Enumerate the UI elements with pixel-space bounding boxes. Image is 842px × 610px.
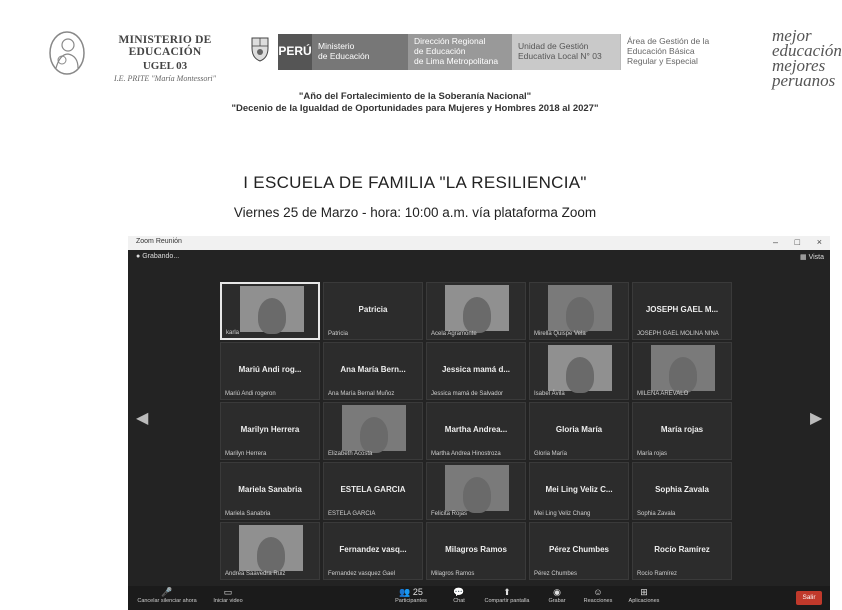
recording-indicator: ● Grabando...	[136, 253, 180, 260]
recording-label: Grabando...	[142, 253, 180, 260]
participant-display-name: Mariela Sanabria	[238, 485, 302, 494]
video-label: Iniciar video	[213, 598, 243, 604]
participant-face	[669, 357, 697, 393]
microphone-icon: 🎤	[161, 587, 173, 597]
maximize-button[interactable]: □	[794, 237, 800, 247]
participant-face	[566, 357, 594, 393]
minimize-button[interactable]: –	[772, 237, 778, 247]
participant-tile[interactable]	[529, 342, 629, 400]
participant-name-label: Isabel Ávila	[534, 391, 565, 397]
ugel-line3: I.E. PRITE "María Montessori"	[113, 74, 217, 83]
participant-tile[interactable]	[529, 462, 629, 520]
ugel-line1: MINISTERIO DE EDUCACIÓN	[118, 34, 212, 58]
participant-face	[257, 537, 285, 573]
chat-label: Chat	[453, 598, 465, 604]
area-label: Área de Gestión de la Educación Básica Regular y Especial	[620, 34, 726, 70]
minedu-label: Ministerio de Educación	[312, 34, 408, 70]
participant-display-name: JOSEPH GAEL M...	[645, 305, 719, 314]
participant-tile[interactable]	[426, 522, 526, 580]
participant-tile[interactable]	[632, 402, 732, 460]
ugel-logo-icon	[48, 30, 86, 76]
participant-display-name: Fernandez vasq...	[339, 545, 407, 554]
participant-tile[interactable]	[323, 462, 423, 520]
participant-display-name: ESTELA GARCIA	[340, 485, 406, 494]
ugel-name	[90, 34, 240, 83]
participant-name-label: Elizabeth Acosta	[328, 451, 373, 457]
participant-tile[interactable]	[632, 342, 732, 400]
participant-name-label: Acela Agramonte	[431, 331, 477, 337]
video-camera-icon: ▭	[223, 587, 233, 597]
participant-display-name: Ana María Bern...	[340, 365, 406, 374]
slogan-logo: mejor educación mejores peruanos	[772, 26, 842, 90]
participant-name-label: Marilyn Herrera	[225, 451, 267, 457]
reactions-button[interactable]	[578, 586, 618, 604]
participant-tile[interactable]	[323, 402, 423, 460]
participant-name-label: Gloria María	[534, 451, 568, 457]
participant-name-label: Patricia	[328, 331, 349, 337]
close-button[interactable]: ×	[816, 237, 822, 247]
participant-tile[interactable]	[220, 402, 320, 460]
participant-name-label: Andrea Saavedra Ruiz	[225, 571, 286, 577]
participant-display-name: Patricia	[358, 305, 388, 314]
participant-display-name: María rojas	[660, 425, 704, 434]
government-banner	[278, 34, 726, 70]
apps-icon: ⊞	[640, 587, 648, 597]
participant-tile[interactable]	[220, 522, 320, 580]
participant-tile[interactable]	[426, 462, 526, 520]
participant-tile[interactable]	[220, 342, 320, 400]
record-icon: ◉	[553, 587, 561, 597]
chat-button[interactable]	[444, 586, 474, 604]
participant-tile[interactable]	[529, 402, 629, 460]
audio-label: Cancelar silenciar ahora	[137, 598, 197, 604]
zoom-titlebar	[128, 236, 830, 250]
peru-coat-of-arms-icon	[248, 34, 272, 62]
reactions-label: Reacciones	[583, 598, 613, 604]
zoom-window-title: Zoom Reunión	[136, 238, 182, 245]
participant-face	[566, 297, 594, 333]
share-label: Compartir pantalla	[484, 598, 530, 604]
participant-tile[interactable]	[323, 522, 423, 580]
participants-button[interactable]	[386, 586, 436, 604]
share-screen-icon: ⬆	[503, 587, 511, 597]
participant-tile[interactable]	[529, 282, 629, 340]
reactions-icon: ☺	[593, 587, 603, 597]
participant-name-label: Mariela Sanabria	[225, 511, 271, 517]
ugel-label: Unidad de Gestión Educativa Local N° 03	[512, 34, 620, 70]
participant-name-label: Sophia Zavala	[637, 511, 676, 517]
year-line1: "Año del Fortalecimiento de la Soberanía Nacional"	[298, 91, 532, 102]
participant-grid	[220, 282, 735, 582]
record-label: Grabar	[548, 598, 566, 604]
apps-button[interactable]	[622, 586, 666, 604]
participant-name-label: karla	[226, 330, 240, 336]
event-subtitle: Viernes 25 de Marzo - hora: 10:00 a.m. vía plataforma Zoom	[233, 205, 597, 220]
participant-tile[interactable]	[323, 282, 423, 340]
chat-icon: 💬	[453, 587, 465, 597]
participant-name-label: JOSEPH GAEL MOLINA NINA	[637, 331, 719, 337]
year-line2: "Decenio de la Igualdad de Oportunidades para Mujeres y Hombres 2018 al 2027"	[231, 103, 599, 114]
participant-name-label: Jessica mamá de Salvador	[431, 391, 504, 397]
participant-name-label: Mariú Andi rogeron	[225, 391, 276, 397]
audio-button[interactable]	[132, 586, 202, 604]
participant-tile[interactable]	[323, 342, 423, 400]
participant-face	[258, 298, 286, 334]
participant-tile[interactable]	[426, 282, 526, 340]
dre-label: Dirección Regional de Educación de Lima Metropolitana	[408, 34, 512, 70]
participant-name-label: Fernandez vasquez Gael	[328, 571, 396, 577]
share-screen-button[interactable]	[478, 586, 536, 604]
participant-tile[interactable]	[632, 282, 732, 340]
participant-display-name: Jessica mamá d...	[441, 365, 511, 374]
participants-label: Participantes	[395, 598, 427, 604]
participant-name-label: Martha Andrea Hinostroza	[431, 451, 501, 457]
participant-name-label: Mei Ling Veliz Chang	[534, 511, 591, 517]
zoom-toolbar	[128, 586, 830, 610]
view-label: Vista	[808, 254, 824, 261]
participant-face	[463, 297, 491, 333]
participant-display-name: Rocío Ramírez	[654, 545, 710, 554]
event-title: I ESCUELA DE FAMILIA "LA RESILIENCIA"	[243, 173, 587, 192]
record-button[interactable]	[542, 586, 572, 604]
participants-count: 25	[412, 587, 423, 597]
participant-display-name: Sophia Zavala	[655, 485, 709, 494]
leave-meeting-button[interactable]: Salir	[796, 591, 822, 605]
participant-name-label: ESTELA GARCIA	[328, 511, 376, 517]
ugel-line2: UGEL 03	[142, 60, 188, 72]
participant-name-label: Mirella Quispe Vela	[534, 331, 586, 337]
participant-tile[interactable]	[220, 282, 320, 340]
participants-icon: 👥 25	[399, 587, 423, 597]
participant-tile[interactable]	[529, 522, 629, 580]
participant-tile[interactable]	[426, 342, 526, 400]
prev-page-arrow-icon[interactable]: ◀	[136, 410, 149, 427]
next-page-arrow-icon[interactable]: ▶	[810, 410, 823, 427]
participant-name-label: Rocío Ramírez	[637, 571, 678, 577]
participant-face	[360, 417, 388, 453]
participant-name-label: Pérez Chumbes	[534, 571, 578, 577]
apps-label: Aplicaciones	[628, 598, 660, 604]
participant-name-label: Ana María Bernal Muñoz	[328, 391, 395, 397]
zoom-topbar	[128, 250, 830, 266]
participant-tile[interactable]	[426, 402, 526, 460]
participant-display-name: Gloria María	[555, 425, 603, 434]
participant-display-name: Mei Ling Veliz C...	[545, 485, 613, 494]
participant-tile[interactable]	[632, 462, 732, 520]
participant-display-name: Milagros Ramos	[445, 545, 507, 554]
participant-display-name: Mariú Andi rog...	[238, 365, 302, 374]
participant-tile[interactable]	[220, 462, 320, 520]
participant-display-name: Pérez Chumbes	[548, 545, 610, 554]
year-name	[0, 91, 830, 115]
view-button[interactable]: ▦ Vista	[800, 254, 824, 261]
peru-label: PERÚ	[278, 34, 312, 70]
participant-tile[interactable]	[632, 522, 732, 580]
participant-name-label: MILENA AREVALO	[637, 391, 689, 397]
participant-name-label: María rojas	[637, 451, 668, 457]
video-button[interactable]	[206, 586, 250, 604]
participant-face	[463, 477, 491, 513]
participant-display-name: Martha Andrea...	[444, 425, 508, 434]
participant-name-label: Felicita Rojas	[431, 511, 468, 517]
participant-display-name: Marilyn Herrera	[240, 425, 300, 434]
participant-name-label: Milagros Ramos	[431, 571, 475, 577]
